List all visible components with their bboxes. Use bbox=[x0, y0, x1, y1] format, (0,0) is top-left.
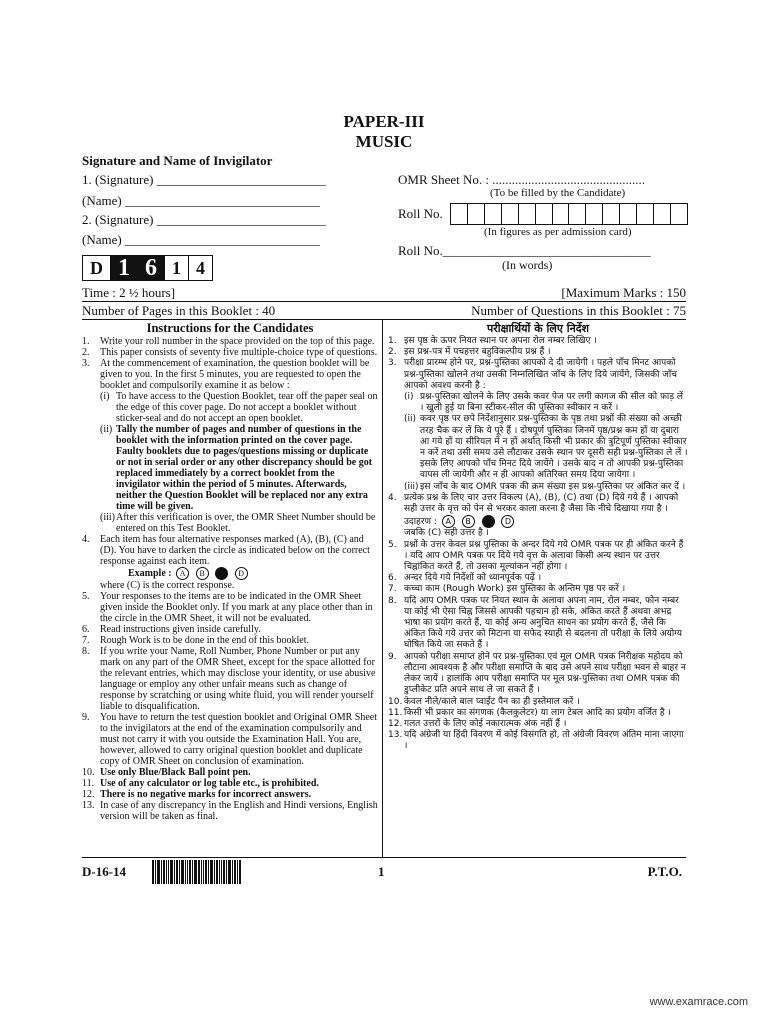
roll-no-label: Roll No. bbox=[398, 206, 443, 221]
code-cell: 1 bbox=[165, 256, 189, 280]
page-number: 1 bbox=[378, 864, 385, 879]
column-divider bbox=[382, 319, 383, 857]
list-item: 8. If you write your Name, Roll Number, Phone Number or put any mark on any part of the OMR Sheet, except for the space allotted for the relevant entries, which may disclose your identity, or use abusive language or employ any other unfair means such as change of response by scratching or using white fluid, you will render yourself liable to disqualification. bbox=[82, 646, 376, 712]
name-line-1: (Name) ______________________________ bbox=[82, 193, 320, 208]
hindi-instructions bbox=[388, 321, 688, 753]
time-label: Time : 2 ½ hours] bbox=[82, 285, 176, 300]
subject-title: MUSIC bbox=[355, 132, 413, 151]
roll-no-boxes[interactable] bbox=[450, 203, 688, 225]
code-cell: 1 bbox=[111, 256, 138, 280]
code-cell: 6 bbox=[138, 256, 165, 280]
list-item: 10. केवल नीले/काले बाल प्वाईंट पैन का ही इस्तेमाल करें । bbox=[388, 696, 580, 707]
example-row: उदाहरण : A B D bbox=[404, 515, 688, 528]
hindi-heading: परीक्षार्थियों के लिए निर्देश bbox=[486, 322, 590, 335]
pages-count: Number of Pages in this Booklet : 40 bbox=[82, 303, 276, 318]
signature-line-1: 1. (Signature) __________________________ bbox=[82, 172, 326, 187]
list-item: 8. यदि आप OMR पत्रक पर नियत स्थान के अलावा अपना नाम, रोल नम्बर, फोन नम्बर या कोई भी ऐसा चिह्न जिससे आपकी पहचान हो सके, अंकित करते हैं अथवा अभद्र भाषा का प्रयोग करते हैं, या कोई अन्य अनुचित साधन का प्रयोग करते हैं, जैसे कि अंकित किये गये उत्तर को मिटाना या सफेद स्याही से बदलना तो परीक्षा के लिये अयोग्य घोषित किये जा सकते हैं । bbox=[388, 595, 682, 651]
invigilator-heading: Signature and Name of Invigilator bbox=[82, 153, 273, 168]
list-item: 6. अन्दर दिये गये निर्देशों को ध्यानपूर्वक पढ़ें । bbox=[388, 573, 542, 584]
paper-title: PAPER-III bbox=[343, 112, 425, 131]
list-item: 9. आपको परीक्षा समाप्त होने पर प्रश्न-पुस्तिका एवं मूल OMR पत्रक निरीक्षक महोदय को लौटाना आवश्यक है और परीक्षा समाप्ति के बाद उसे अपने साथ परीक्षा भवन से बाहर न लेकर जायें । हालांकि आप परीक्षा समाप्ति पर मूल प्रश्न-पुस्तिका तथा OMR पत्रक की डुप्लीकेट प्रति अपने साथ ले जा सकते हैं । bbox=[388, 651, 686, 696]
website-watermark: www.examrace.com bbox=[649, 996, 748, 1008]
filled-by-note: (To be filled by the Candidate) bbox=[490, 187, 626, 199]
list-item: 1. Write your roll number in the space provided on the top of this page. bbox=[82, 336, 375, 347]
bubble-d: D bbox=[235, 567, 248, 580]
list-item: 6. Read instructions given inside carefully. bbox=[82, 624, 261, 635]
example-note: where (C) is the correct response. bbox=[100, 580, 235, 591]
pto-label: P.T.O. bbox=[647, 864, 682, 879]
name-line-2: (Name) ______________________________ bbox=[82, 232, 320, 247]
example-row: Example : A B D bbox=[100, 567, 378, 580]
list-item: 10. Use only Blue/Black Ball point pen. bbox=[82, 767, 251, 778]
roll-no-words-note: (In words) bbox=[502, 258, 553, 272]
sub-item: (iii) इस जाँच के बाद OMR पत्रक की क्रम संख्या इस प्रश्न-पुस्तिका पर अंकित कर दें । bbox=[404, 481, 686, 492]
divider bbox=[82, 319, 686, 320]
signature-line-2: 2. (Signature) __________________________ bbox=[82, 212, 326, 227]
list-item: 12. गलत उत्तरों के लिए कोई नकारात्मक अंक नहीं हैं । bbox=[388, 718, 567, 729]
list-item: 3. At the commencement of examination, the question booklet will be given to you. In the first 5 minutes, you are requested to open the booklet and compulsorily examine it as below : (i) To have access to the Question Booklet, tear off the paper seal on the edge of this cover page. Do not accept a booklet without sticker-seal and do not accept an open booklet. (ii) Tally the number of pages and number of questions in the booklet with the information printed on the cover page. Faulty booklets due to pages/questions missing or duplicate or not in serial order or any other discrepancy should be got replaced immediately by a correct booklet from the invigilator within the period of 5 minutes. Afterwards, neither the Question Booklet will be replaced nor any extra time will be given. (iii) After this verification is over, the OMR Sheet Number should be entered on this Test Booklet. bbox=[82, 358, 378, 534]
sub-item: (ii) कवर पृष्ठ पर छपे निर्देशानुसार प्रश्न-पुस्तिका के पृष्ठ तथा प्रश्नों की संख्या को अच्छी तरह चैक कर लें कि ये पूरे हैं । दोषपूर्ण पुस्तिका जिनमें पृष्ठ/प्रश्न कम हों या दुबारा आ गये हों या सीरियल में न हों अर्थात् किसी भी प्रकार की त्रुटिपूर्ण पुस्तिका स्वीकार न करें तथा उसी समय उसे लौटाकर उसके स्थान पर दूसरी सही प्रश्न-पुस्तिका ले लें । इसके लिए आपको पाँच मिनट दिये जायेंगे । उसके बाद न तो आपकी प्रश्न-पुस्तिका वापस ली जायेगी और न ही आपको अतिरिक्त समय दिया जायेगा । bbox=[404, 414, 688, 481]
list-item: 11. Use of any calculator or log table etc., is prohibited. bbox=[82, 778, 319, 789]
list-item: 3. परीक्षा प्रारम्भ होने पर, प्रश्न-पुस्तिका आपको दे दी जायेगी । पहले पाँच मिनट आपको प्रश्न-पुस्तिका खोलने तथा उसकी निम्नलिखित जाँच के लिए दिये जायेंगे, जिसकी जाँच आपको अवश्य करनी है : (i) प्रश्न-पुस्तिका खोलने के लिए उसके कवर पेज पर लगी कागज की सील को फाड़ लें । खुली हुई या बिना स्टीकर-सील की पुस्तिका स्वीकार न करें । (ii) कवर पृष्ठ पर छपे निर्देशानुसार प्रश्न-पुस्तिका के पृष्ठ तथा प्रश्नों की संख्या को अच्छी तरह चैक कर लें कि ये पूरे हैं । दोषपूर्ण पुस्तिका जिनमें पृष्ठ/प्रश्न कम हों या दुबारा आ गये हों या सीरियल में न हों अर्थात् किसी भी प्रकार की त्रुटिपूर्ण पुस्तिका स्वीकार न करें तथा उसी समय उसे लौटाकर उसके स्थान पर दूसरी सही प्रश्न-पुस्तिका ले लें । इसके लिए आपको पाँच मिनट दिये जायेंगे । उसके बाद न तो आपकी प्रश्न-पुस्तिका वापस ली जायेगी और न ही आपको अतिरिक्त समय दिया जायेगा । (iii) इस जाँच के बाद OMR पत्रक की क्रम संख्या इस प्रश्न-पुस्तिका पर अंकित कर दें । bbox=[388, 358, 688, 492]
barcode bbox=[152, 860, 242, 884]
questions-count: Number of Questions in this Booklet : 75 bbox=[471, 303, 686, 318]
bubble-a: A bbox=[176, 567, 189, 580]
omr-sheet-no: OMR Sheet No. : ............................................... bbox=[398, 172, 645, 187]
list-item: 13. यदि अंग्रेजी या हिंदी विवरण में कोई विसंगति हो, तो अंग्रेजी विवरण अंतिम माना जाएगा । bbox=[388, 730, 684, 752]
max-marks: [Maximum Marks : 150 bbox=[561, 285, 686, 300]
bubble-b: B bbox=[462, 515, 475, 528]
list-item: 7. Rough Work is to be done in the end of this booklet. bbox=[82, 635, 309, 646]
paper-code: D-16-14 bbox=[82, 864, 127, 879]
sub-item: (ii) Tally the number of pages and number of questions in the booklet with the information printed on the cover page. Faulty booklets due to pages/questions missing or duplicate or not in serial order or any other discrepancy should be got replaced immediately by a correct booklet from the invigilator within the period of 5 minutes. Afterwards, neither the Question Booklet will be replaced nor any extra time will be given. bbox=[100, 424, 373, 512]
list-item: 12. There is no negative marks for incorrect answers. bbox=[82, 789, 312, 800]
list-item: 5. Your responses to the items are to be indicated in the OMR Sheet given inside the Booklet only. If you mark at any place other than in the circle in the OMR Sheet, it will not be evaluated. bbox=[82, 591, 373, 624]
sub-item: (iii) After this verification is over, the OMR Sheet Number should be entered on this Test Booklet. bbox=[100, 512, 376, 534]
list-item: 7. कच्चा काम (Rough Work) इस पुस्तिका के अन्तिम पृष्ठ पर करें । bbox=[388, 584, 626, 595]
list-item: 2. इस प्रश्न-पत्र में पचहत्तर बहुविकल्पीय प्रश्न हैं । bbox=[388, 347, 551, 358]
english-instructions bbox=[82, 321, 378, 822]
code-cell: D bbox=[83, 256, 111, 280]
roll-no-note: (In figures as per admission card) bbox=[484, 226, 632, 238]
divider bbox=[82, 301, 686, 302]
bubble-c-filled bbox=[482, 515, 495, 528]
list-item: 13. In case of any discrepancy in the English and Hindi versions, English version will be taken as final. bbox=[82, 800, 378, 822]
code-cell: 4 bbox=[196, 257, 205, 278]
roll-no-words: Roll No.________________________________ bbox=[398, 243, 651, 258]
list-item: 4. प्रत्येक प्रश्न के लिए चार उत्तर विकल्प (A), (B), (C) तथा (D) दिये गये हैं । आपको सही उत्तर के वृत्त को पेन से भरकर काला करना है जैसा कि नीचे दिखाया गया है । उदाहरण : A B D जबकि (C) सही उत्तर है । bbox=[388, 493, 688, 540]
bubble-d: D bbox=[501, 515, 514, 528]
list-item: 11. किसी भी प्रकार का संगणक (कैलकुलेटर) या लाग टेबल आदि का प्रयोग वर्जित है । bbox=[388, 707, 671, 718]
list-item: 1. इस पृष्ठ के ऊपर नियत स्थान पर अपना रोल नम्बर लिखिए । bbox=[388, 336, 597, 346]
bubble-c-filled bbox=[215, 567, 228, 580]
english-heading: Instructions for the Candidates bbox=[146, 321, 314, 335]
booklet-code bbox=[82, 255, 213, 281]
divider bbox=[82, 857, 686, 858]
sub-item: (i) प्रश्न-पुस्तिका खोलने के लिए उसके कवर पेज पर लगी कागज की सील को फाड़ लें । खुली हुई या बिना स्टीकर-सील की पुस्तिका स्वीकार न करें । bbox=[404, 392, 683, 414]
list-item: 5. प्रश्नों के उत्तर केवल प्रश्न पुस्तिका के अन्दर दिये गये OMR पत्रक पर ही अंकित करने हैं । यदि आप OMR पत्रक पर दिये गये वृत्त के अलावा किसी अन्य स्थान पर उत्तर चिह्नांकित करते हैं, तो उसका मूल्यांकन नहीं होगा । bbox=[388, 539, 684, 573]
bubble-b: B bbox=[196, 567, 209, 580]
list-item: 4. Each item has four alternative responses marked (A), (B), (C) and (D). You have to darken the circle as indicated below on the correct response against each item. Example : A B D where (C) is the correct response. bbox=[82, 534, 378, 591]
sub-item: (i) To have access to the Question Booklet, tear off the paper seal on the edge of this cover page. Do not accept a booklet without sticker-seal and do not accept an open booklet. bbox=[100, 391, 378, 424]
bubble-a: A bbox=[442, 515, 455, 528]
example-note: जबकि (C) सही उत्तर है । bbox=[404, 528, 489, 539]
list-item: 9. You have to return the test question booklet and Original OMR Sheet to the invigilators at the end of the examination compulsorily and must not carry it with you outside the Examination Hall. You are, however, allowed to carry original question booklet and duplicate copy of OMR Sheet on conclusion of examination. bbox=[82, 712, 378, 767]
list-item: 2. This paper consists of seventy five multiple-choice type of questions. bbox=[82, 347, 378, 358]
